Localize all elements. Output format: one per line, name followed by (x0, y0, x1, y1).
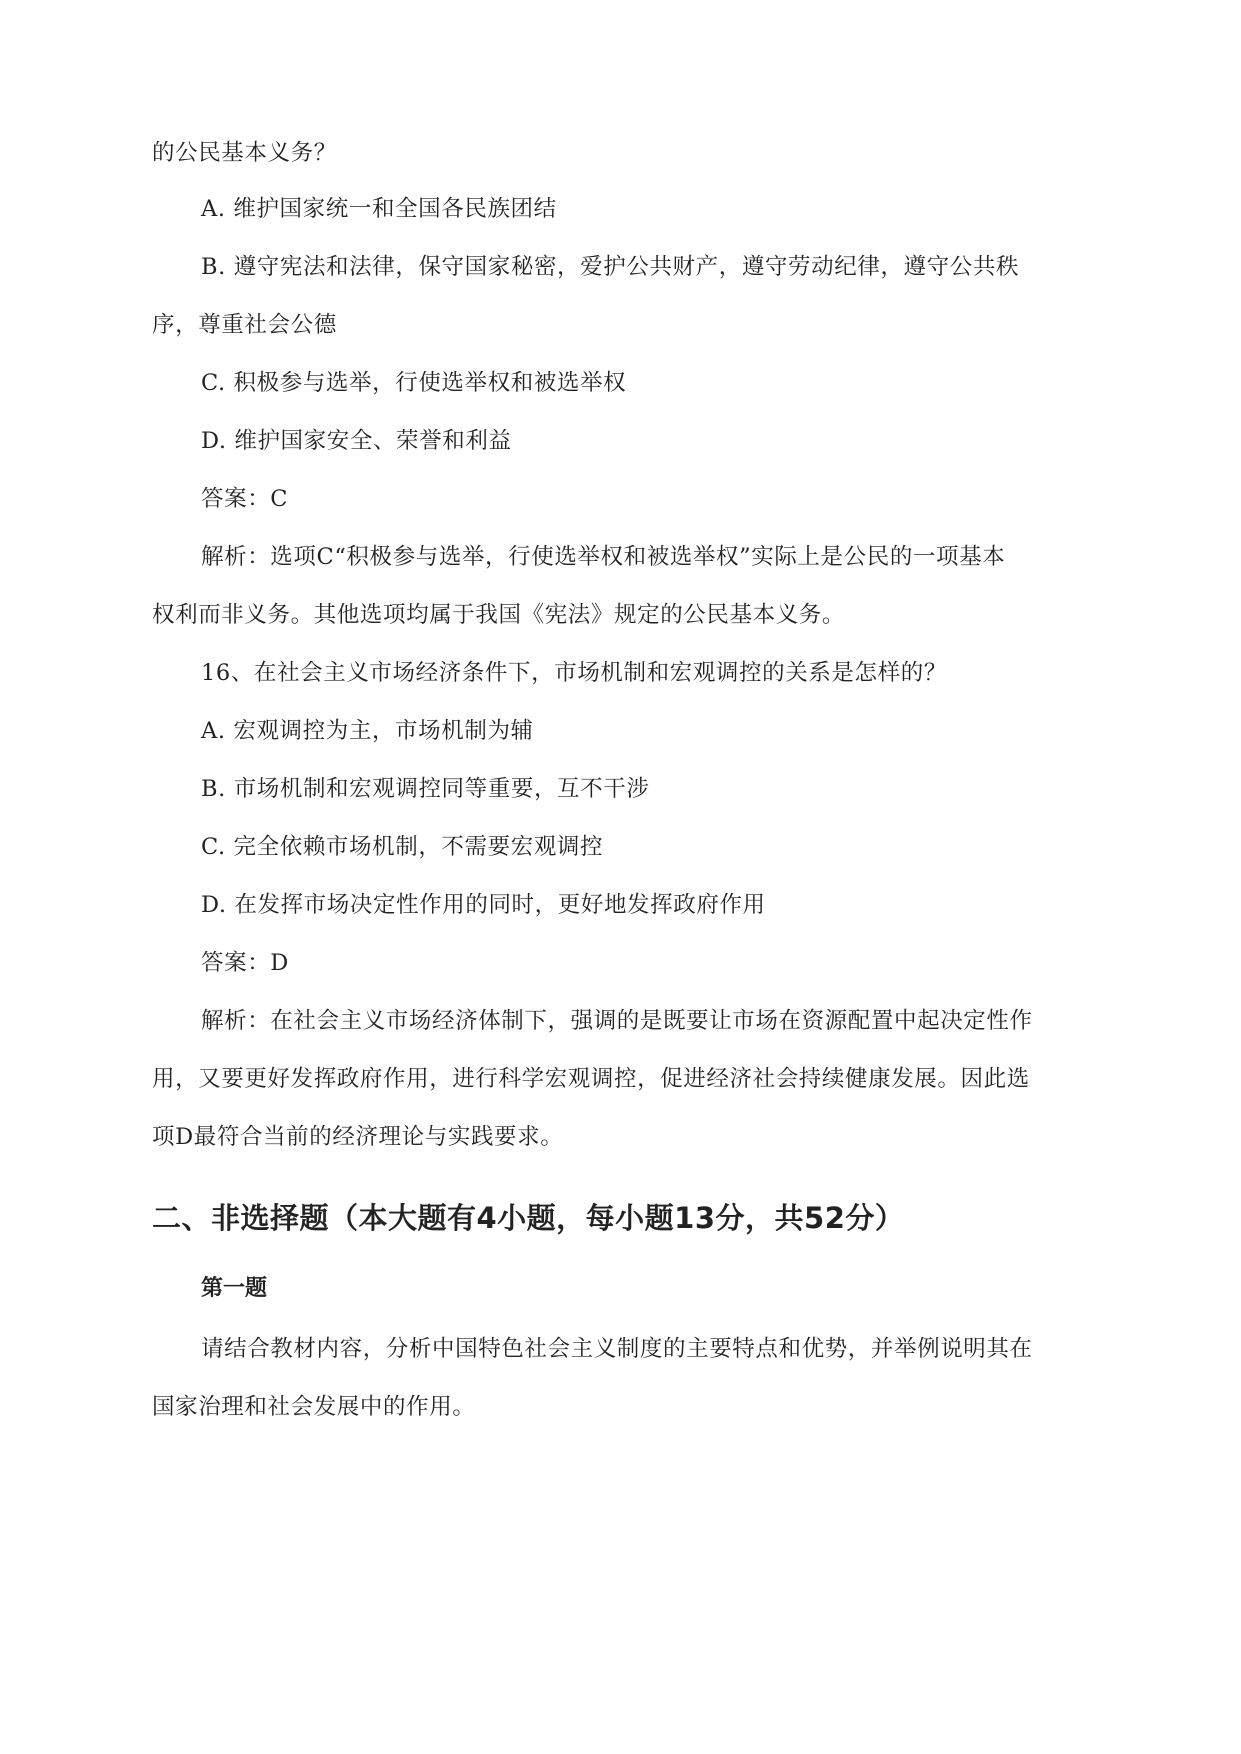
q15-option-b-cont: 序，尊重社会公德 (152, 312, 337, 338)
q16-option-b: B. 市场机制和宏观调控同等重要，互不干涉 (201, 776, 650, 802)
q15-analysis-line2: 权利而非义务。其他选项均属于我国《宪法》规定的公民基本义务。 (152, 602, 846, 628)
q16-stem: 16、在社会主义市场经济条件下，市场机制和宏观调控的关系是怎样的？ (201, 660, 947, 686)
q16-analysis-line3: 项D最符合当前的经济理论与实践要求。 (152, 1124, 564, 1150)
question1-line1: 请结合教材内容，分析中国特色社会主义制度的主要特点和优势，并举例说明其在 (201, 1336, 1033, 1362)
q16-option-a: A. 宏观调控为主，市场机制为辅 (201, 718, 534, 744)
q15-stem-tail: 的公民基本义务？ (152, 140, 337, 166)
question1-line2: 国家治理和社会发展中的作用。 (152, 1394, 476, 1420)
q16-answer: 答案：D (201, 950, 289, 976)
q15-answer: 答案：C (201, 486, 289, 512)
q16-analysis-line2: 用，又要更好发挥政府作用，进行科学宏观调控，促进经济社会持续健康发展。因此选 (152, 1066, 1030, 1092)
q15-analysis-line1: 解析：选项C“积极参与选举，行使选举权和被选举权”实际上是公民的一项基本 (201, 544, 1006, 570)
q15-option-a: A. 维护国家统一和全国各民族团结 (201, 196, 557, 222)
q15-option-b: B. 遵守宪法和法律，保守国家秘密，爱护公共财产，遵守劳动纪律，遵守公共秩 (201, 254, 1020, 280)
question1-subheading: 第一题 (201, 1276, 268, 1301)
q15-option-d: D. 维护国家安全、荣誉和利益 (201, 428, 512, 454)
q16-option-d: D. 在发挥市场决定性作用的同时，更好地发挥政府作用 (201, 892, 766, 918)
q16-option-c: C. 完全依赖市场机制，不需要宏观调控 (201, 834, 604, 860)
q16-analysis-line1: 解析：在社会主义市场经济体制下，强调的是既要让市场在资源配置中起决定性作 (201, 1008, 1033, 1034)
section2-heading: 二、非选择题（本大题有4小题，每小题13分，共52分） (152, 1201, 905, 1235)
q15-option-c: C. 积极参与选举，行使选举权和被选举权 (201, 370, 627, 396)
